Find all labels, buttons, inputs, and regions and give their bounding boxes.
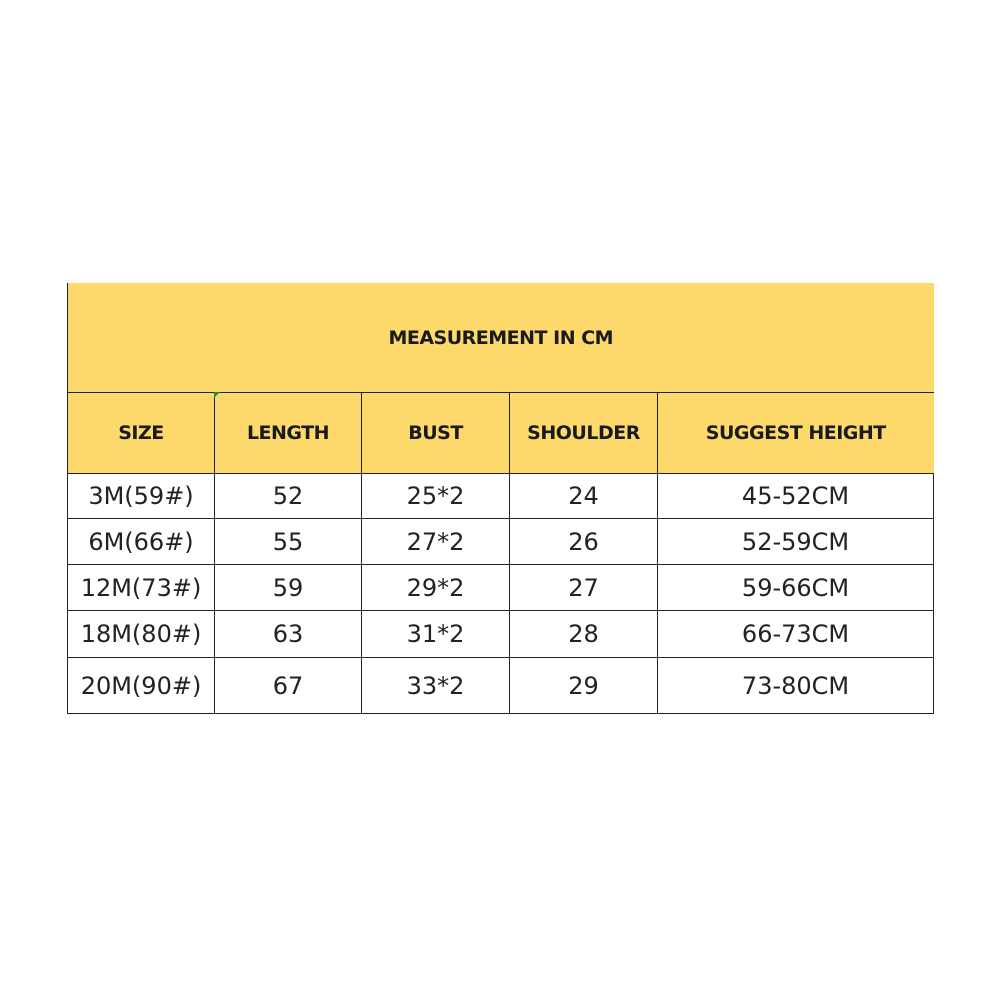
cell-suggest-height: 66-73CM [658, 611, 934, 658]
cell-shoulder: 28 [510, 611, 658, 658]
table-title: MEASUREMENT IN CM [68, 283, 934, 393]
cell-size: 6M(66#) [68, 519, 215, 565]
table-row [68, 474, 934, 519]
cell-bust: 27*2 [362, 519, 510, 565]
cell-length: 52 [215, 474, 362, 519]
cell-size: 12M(73#) [68, 565, 215, 611]
cell-bust: 25*2 [362, 474, 510, 519]
cell-shoulder: 24 [510, 474, 658, 519]
cell-marker-icon [214, 392, 220, 398]
header-bust: BUST [362, 393, 510, 474]
cell-bust: 33*2 [362, 658, 510, 714]
header-size [68, 393, 215, 474]
table-row [68, 611, 934, 658]
cell-length: 67 [215, 658, 362, 714]
table-row [68, 519, 934, 565]
header-suggest-height: SUGGEST HEIGHT [658, 393, 934, 474]
header-row [68, 393, 934, 474]
header-size-label: SIZE [118, 422, 164, 444]
title-row [68, 283, 934, 393]
table-row [68, 565, 934, 611]
cell-bust: 29*2 [362, 565, 510, 611]
cell-size: 3M(59#) [68, 474, 215, 519]
cell-suggest-height: 52-59CM [658, 519, 934, 565]
cell-size: 20M(90#) [68, 658, 215, 714]
cell-size: 18M(80#) [68, 611, 215, 658]
header-shoulder: SHOULDER [510, 393, 658, 474]
cell-suggest-height: 73-80CM [658, 658, 934, 714]
size-chart-table [67, 283, 934, 714]
header-length [215, 393, 362, 474]
cell-suggest-height: 59-66CM [658, 565, 934, 611]
cell-length: 63 [215, 611, 362, 658]
cell-shoulder: 27 [510, 565, 658, 611]
header-length-label: LENGTH [246, 422, 330, 444]
cell-length: 55 [215, 519, 362, 565]
cell-shoulder: 29 [510, 658, 658, 714]
cell-suggest-height: 45-52CM [658, 474, 934, 519]
cell-length: 59 [215, 565, 362, 611]
cell-bust: 31*2 [362, 611, 510, 658]
table-row [68, 658, 934, 714]
cell-shoulder: 26 [510, 519, 658, 565]
